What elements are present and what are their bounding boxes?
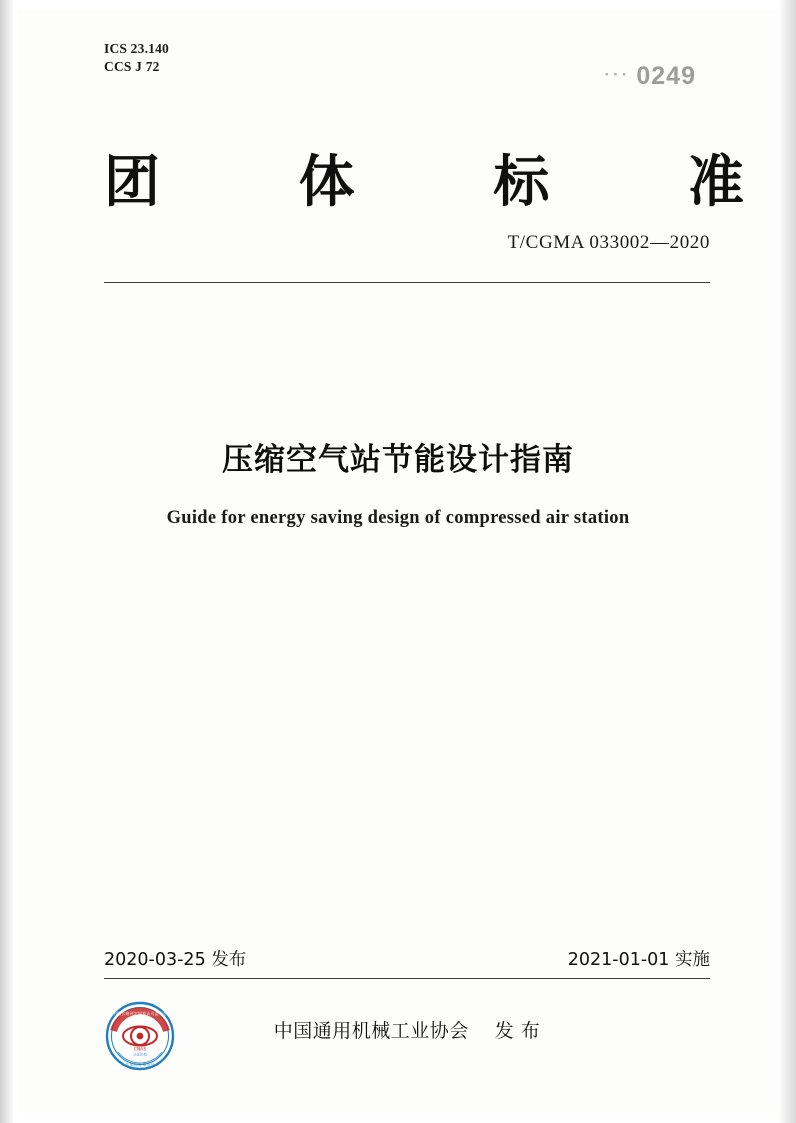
page-sheet	[18, 10, 778, 1113]
heading-char-1: 团	[104, 150, 160, 215]
document-title-english: Guide for energy saving design of compressed air station	[166, 508, 630, 528]
heading-char-3: 标	[493, 150, 550, 215]
svg-text:中国合格评定国家认可委员会: 中国合格评定国家认可委员会	[112, 1011, 168, 1016]
svg-text:认证机构 审查员: 认证机构 审查员	[125, 1062, 155, 1067]
record-number-dots: ···	[604, 65, 631, 84]
effective-date: 2021-01-01 实施	[567, 950, 710, 970]
standard-type-heading	[104, 138, 744, 218]
header-divider	[104, 282, 710, 283]
ics-code: ICS 23.140	[104, 41, 170, 56]
publisher-row	[104, 1000, 710, 1072]
ccs-code: CCS J 72	[104, 58, 160, 74]
record-number-value: 0249	[636, 62, 696, 90]
record-number	[604, 62, 696, 91]
heading-char-4: 准	[687, 150, 744, 215]
svg-text:认证机构: 认证机构	[133, 1052, 147, 1057]
footer-divider	[104, 978, 710, 979]
issue-date: 2020-03-25 发布	[104, 950, 247, 970]
svg-text:CNAS: CNAS	[133, 1047, 147, 1053]
dates-row	[104, 946, 710, 971]
standard-number: T/CGMA 033002—2020	[507, 232, 710, 253]
publisher-line	[104, 1016, 710, 1043]
heading-char-2: 体	[298, 150, 355, 215]
publish-label: 发 布	[494, 1020, 541, 1042]
document-title-chinese: 压缩空气站节能设计指南	[222, 442, 574, 478]
ics-classification-block	[104, 40, 169, 76]
publisher-name: 中国通用机械工业协会	[273, 1020, 469, 1042]
